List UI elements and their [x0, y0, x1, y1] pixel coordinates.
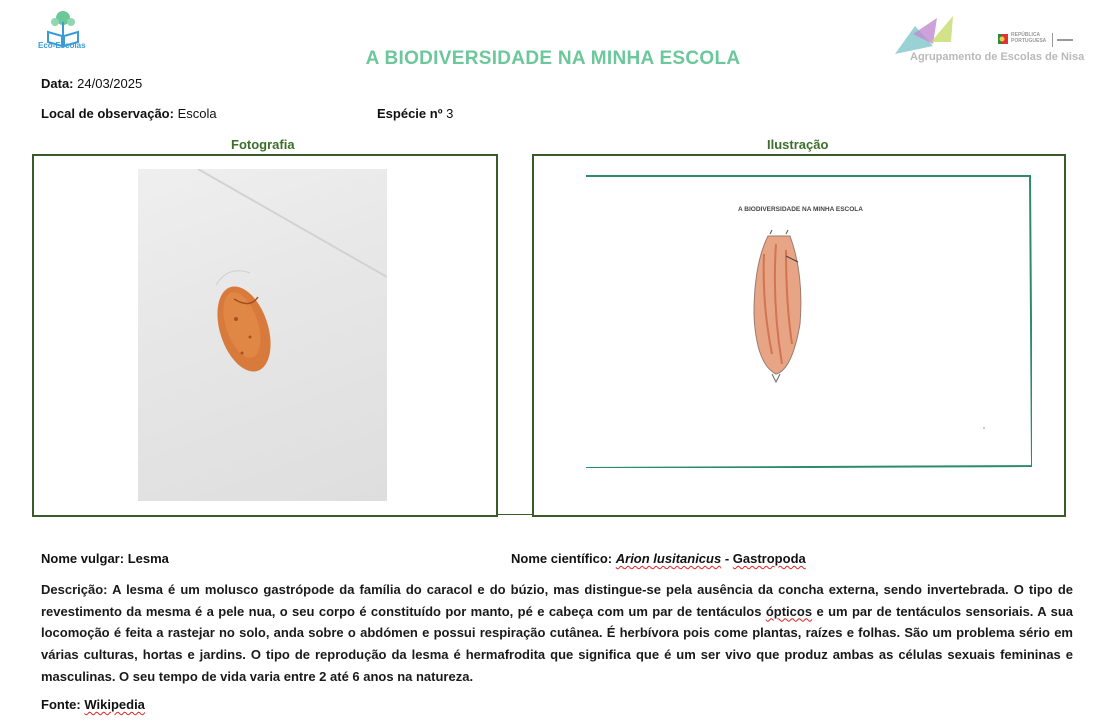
local-field — [41, 106, 217, 121]
description-text-part1: A lesma é um molusco gastrópode da família do caracol e do búzio, mas distingue-se pela ausência da concha externa, sendo invertebrada. O tipo de revestimento da mesma é a pele nua, o seu corpo é constituído por manto, pé e cabeça com um par de tentáculos — [41, 582, 1073, 619]
scientific-name-separator: - — [721, 551, 733, 566]
illustration-title: A BIODIVERSIDADE NA MINHA ESCOLA — [738, 206, 863, 213]
illustration-heading: Ilustração — [767, 137, 829, 152]
common-name-label: Nome vulgar: — [41, 551, 125, 566]
republic-label: REPÚBLICA PORTUGUESA — [1011, 32, 1047, 44]
local-label: Local de observação: — [41, 106, 174, 121]
source-link[interactable]: Wikipedia — [84, 697, 145, 712]
date-field — [41, 76, 142, 91]
description-text-part2: e um par de tentáculos sensoriais. A sua locomoção é feita a rastejar no solo, anda sobre o abdómen e possui respiração cutânea. É herbívora pois come plantas, raízes e folhas. São um problema sério em várias culturas, hortas e jardins. O tipo de reprodução da lesma é hermafrodita que significa que é um ser vivo que produz ambas as células sexuais femininas e masculinas. O seu tempo de vida varia entre 2 até 6 anos na natureza. — [41, 603, 1073, 684]
school-name: Agrupamento de Escolas de Nisa — [910, 51, 1085, 63]
slug-photo-image — [138, 169, 387, 501]
photo-heading: Fotografia — [231, 137, 295, 152]
description-spellcheck-word: ópticos — [765, 603, 813, 619]
scientific-name-group: Gastropoda — [732, 551, 806, 566]
scientific-name-value: Arion lusitanicus — [615, 551, 722, 566]
common-name-field — [41, 551, 169, 566]
common-name-value: Lesma — [127, 551, 169, 566]
date-label: Data: — [41, 76, 74, 91]
scientific-name-label: Nome científico: — [511, 551, 613, 566]
source-label: Fonte: — [41, 697, 81, 712]
description-paragraph — [41, 579, 1073, 688]
page-title: A BIODIVERSIDADE NA MINHA ESCOLA — [365, 48, 741, 69]
republic-emblem-icon — [998, 34, 1008, 44]
species-label: Espécie nº — [377, 106, 443, 121]
slug-illustration — [586, 174, 1032, 468]
source-field — [41, 697, 145, 712]
scientific-name-field — [511, 551, 806, 566]
republic-bar — [1057, 39, 1073, 41]
eco-escolas-label: Eco-Escolas — [38, 41, 86, 50]
species-value: 3 — [446, 106, 454, 121]
frame-connector — [496, 514, 534, 515]
description-label: Descrição: — [41, 582, 108, 597]
republic-divider — [1052, 33, 1053, 47]
species-field — [377, 106, 453, 121]
date-value: 24/03/2025 — [77, 76, 143, 91]
local-value: Escola — [177, 106, 217, 121]
slug-photo — [138, 169, 387, 501]
